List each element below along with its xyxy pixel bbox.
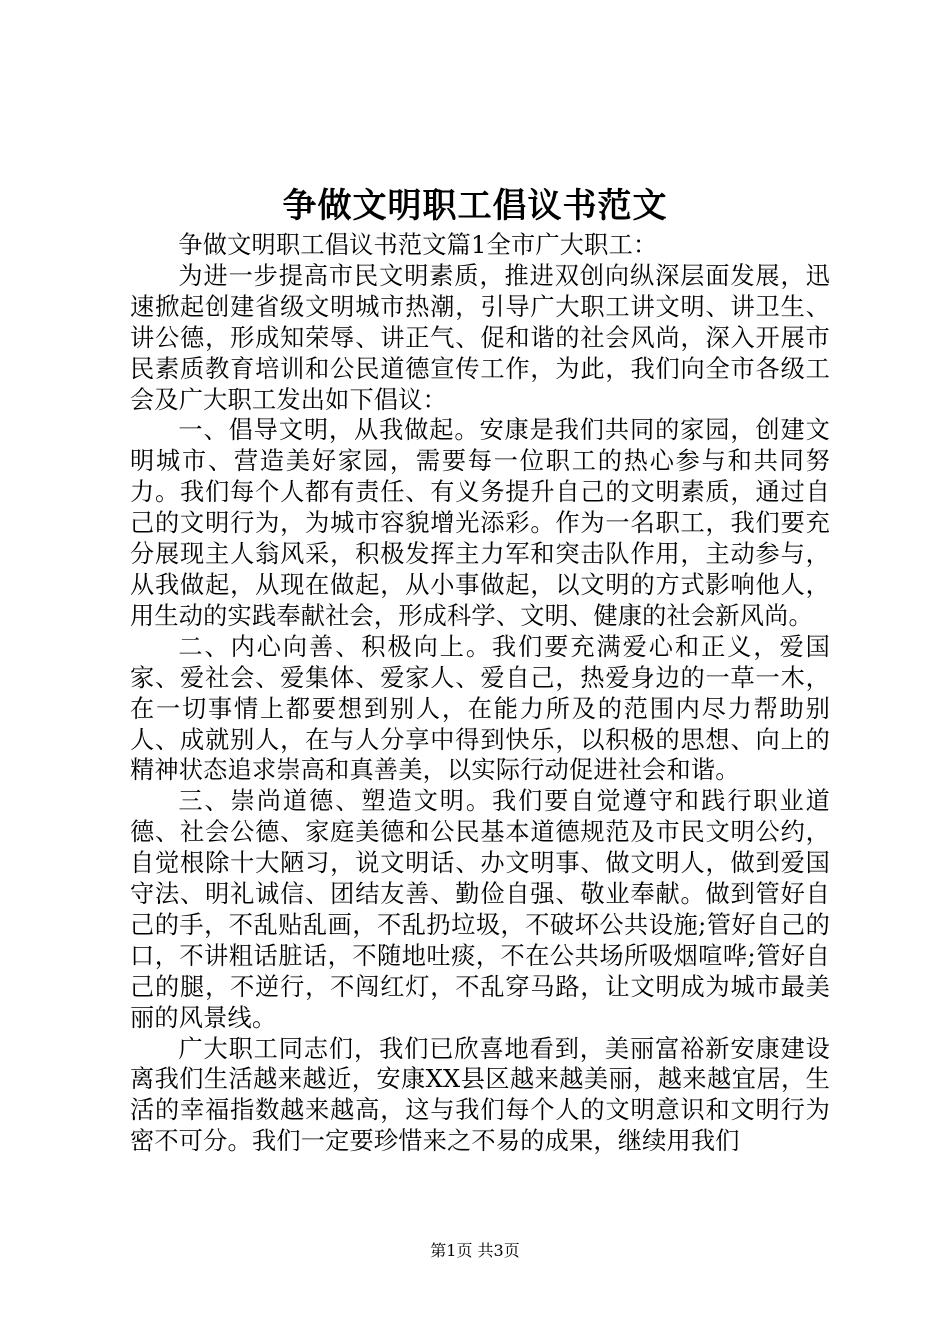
- closing-paragraph: 广大职工同志们，我们已欣喜地看到，美丽富裕新安康建设离我们生活越来越近，安康XX县区越来越美丽，越来越宜居，生活的幸福指数越来越高，这与我们每个人的文明意识和文明行为密不可分。我们一定要珍惜来之不易的成果，继续用我们: [130, 1034, 830, 1156]
- proposal-two-paragraph: 二、内心向善、积极向上。我们要充满爱心和正义，爱国家、爱社会、爱集体、爱家人、爱自己，热爱身边的一草一木，在一切事情上都要想到别人，在能力所及的范围内尽力帮助别人、成就别人，在与人分享中得到快乐，以积极的思想、向上的精神状态追求崇高和真善美，以实际行动促进社会和谐。: [130, 632, 830, 785]
- preface-paragraph: 为进一步提高市民文明素质，推进双创向纵深层面发展，迅速掀起创建省级文明城市热潮，引导广大职工讲文明、讲卫生、讲公德，形成知荣辱、讲正气、促和谐的社会风尚，深入开展市民素质教育培训和公民道德宣传工作，为此，我们向全市各级工会及广大职工发出如下倡议：: [130, 261, 830, 414]
- proposal-one-paragraph: 一、倡导文明，从我做起。安康是我们共同的家园，创建文明城市、营造美好家园，需要每一位职工的热心参与和共同努力。我们每个人都有责任、有义务提升自己的文明素质，通过自己的文明行为，为城市容貌增光添彩。作为一名职工，我们要充分展现主人翁风采，积极发挥主力军和突击队作用，主动参与，从我做起，从现在做起，从小事做起，以文明的方式影响他人，用生动的实践奉献社会，形成科学、文明、健康的社会新风尚。: [130, 416, 830, 630]
- document-body: [130, 230, 830, 1157]
- proposal-three-paragraph: 三、崇尚道德、塑造文明。我们要自觉遵守和践行职业道德、社会公德、家庭美德和公民基本道德规范及市民文明公约，自觉根除十大陋习，说文明话、办文明事、做文明人，做到爱国守法、明礼诚信、团结友善、勤俭自强、敬业奉献。做到管好自己的手，不乱贴乱画，不乱扔垃圾，不破坏公共设施;管好自己的口，不讲粗话脏话，不随地吐痰，不在公共场所吸烟喧哗;管好自己的腿，不逆行，不闯红灯，不乱穿马路，让文明成为城市最美丽的风景线。: [130, 787, 830, 1032]
- page-footer: 第1页 共3页: [430, 1241, 520, 1260]
- document-title: 争做文明职工倡议书范文: [282, 186, 668, 226]
- intro-paragraph: 争做文明职工倡议书范文篇1全市广大职工：: [178, 231, 658, 259]
